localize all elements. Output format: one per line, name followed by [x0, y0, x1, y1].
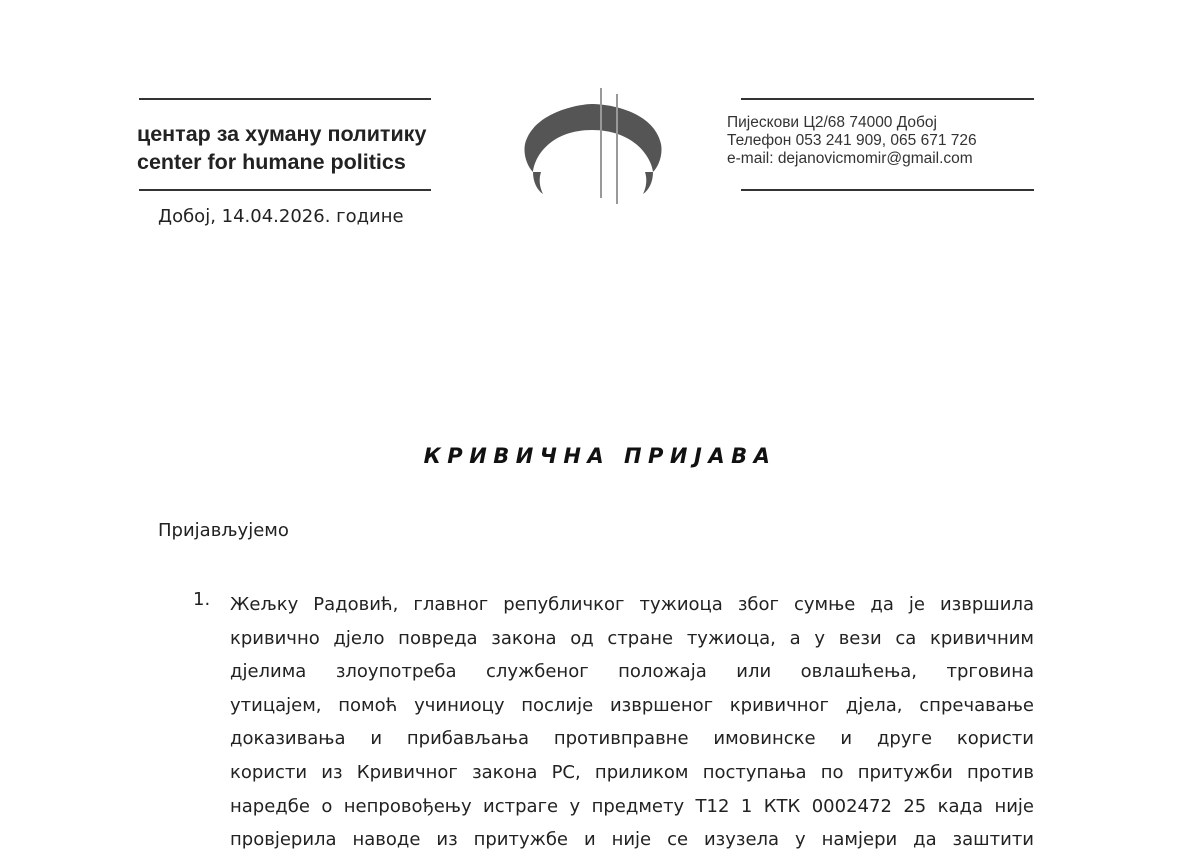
list-item-line: Жељку Радовић, главног републичког тужиоца због сумње да је извршила	[230, 594, 1034, 615]
organization-name-en: center for humane politics	[137, 150, 406, 174]
list-item-text	[230, 588, 1034, 857]
header-rule-bottom-left	[139, 189, 431, 191]
list-item-line: провјерила наводе из притужбе и није се изузела у намјери да заштити	[230, 829, 1034, 851]
header-rule-bottom-right	[741, 189, 1034, 191]
organization-name	[137, 120, 426, 176]
document-title: КРИВИЧНА ПРИЈАВА	[423, 444, 777, 468]
list-item-line: утицајем, помоћ учиниоцу послије извршеног кривичног дјела, спречавање	[230, 694, 1034, 716]
header-rule-top-right	[741, 98, 1034, 100]
document-date: Добој, 14.04.2026. године	[158, 206, 404, 227]
chp-logo-icon	[515, 88, 670, 206]
list-item-line: наредбе о непровођењу истраге у предмету Т12 1 КТК 0002472 25 када није	[230, 795, 1034, 817]
contact-email: e-mail: dejanovicmomir@gmail.com	[727, 150, 973, 167]
header-rule-top-left	[139, 98, 431, 100]
contact-info	[727, 114, 977, 168]
list-item-line: кривично дјело повреда закона од стране тужиоца, а у вези са кривичним	[230, 627, 1034, 649]
contact-phone: Телефон 053 241 909, 065 671 726	[727, 132, 977, 149]
list-item-line: користи из Кривичног закона РС, приликом поступања по притужби против	[230, 761, 1034, 783]
list-item-line: доказивања и прибављања противправне имовинске и друге користи	[230, 728, 1034, 750]
contact-address: Пијескови Ц2/68 74000 Добој	[727, 114, 937, 131]
intro-text: Пријављујемо	[158, 520, 289, 541]
list-item-number: 1.	[193, 589, 211, 610]
organization-name-sr: центар за хуману политику	[137, 122, 427, 146]
list-item-line: дјелима злоупотреба службеног положаја или овлашћења, трговина	[230, 661, 1034, 683]
